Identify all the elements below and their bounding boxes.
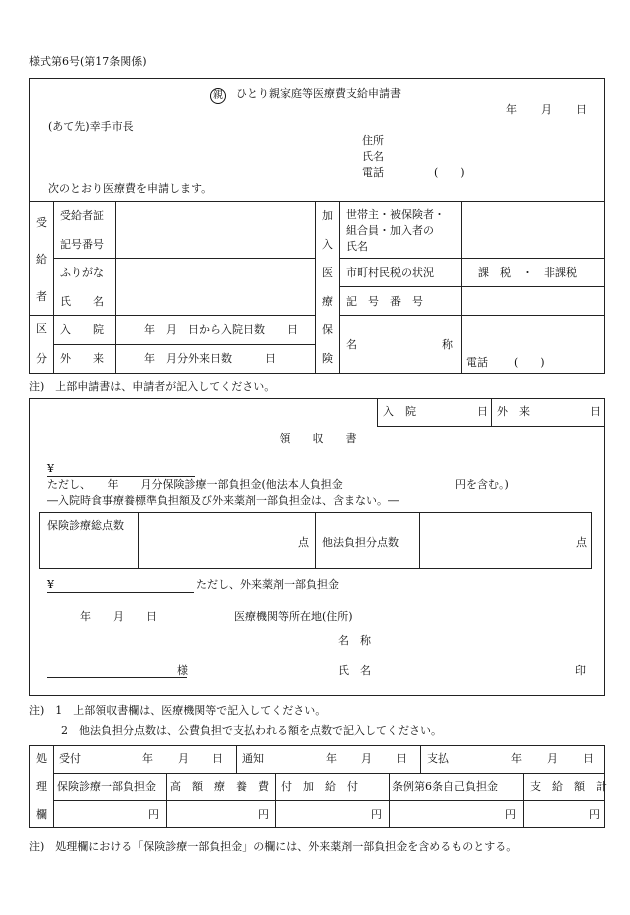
proviso-2: ―入院時食事療養標準負担額及び外来薬剤一部負担金は、含まない。―: [47, 494, 399, 507]
yen-2: 円: [258, 808, 269, 821]
sama-text: 様: [177, 664, 188, 677]
note-application: 注) 上部申請書は、申請者が記入してください。: [29, 380, 276, 393]
insurer-name-label-b: 称: [442, 338, 453, 351]
col-additional-benefit: 付 加 給 付: [281, 780, 358, 793]
receipt-inpatient-unit: 日: [477, 405, 488, 418]
notice-year: 年: [326, 752, 337, 765]
proviso-1-end: 円を含む。): [455, 478, 509, 491]
yen-mark-2: ¥: [47, 578, 54, 591]
recipient-side-1: 受: [36, 216, 47, 229]
payment-day: 日: [583, 752, 594, 765]
rule: [138, 512, 139, 569]
rule: [339, 258, 605, 259]
yen-4: 円: [505, 808, 516, 821]
rule: [275, 773, 276, 828]
rule: [389, 773, 390, 828]
yen-5: 円: [589, 808, 600, 821]
furigana-label: ふりがな: [60, 266, 104, 279]
other-points-unit: 点: [576, 536, 587, 549]
rule: [53, 201, 54, 374]
insurer-phone-label: 電話: [466, 356, 488, 369]
payment-month: 月: [547, 752, 558, 765]
holder-label-2: 組合員・加入者の: [346, 224, 434, 237]
rule: [315, 512, 316, 569]
col-total-payment: 支 給 額 計: [530, 780, 607, 793]
inpatient-text: 年 月 日から入院日数 日: [144, 323, 298, 336]
rule: [315, 201, 316, 374]
received-label: 受付: [59, 752, 81, 765]
rule: [339, 315, 605, 316]
yen-1: 円: [148, 808, 159, 821]
rule: [53, 258, 315, 259]
rule: [419, 512, 420, 569]
proviso-1: ただし、 年 月分保険診療一部負担金(他法本人負担金: [47, 478, 343, 491]
rule: [491, 398, 492, 426]
symbol-number-label: 記 号 番 号: [346, 295, 423, 308]
title-text: ひとり親家庭等医療費支給申請書: [236, 87, 401, 100]
rule: [377, 398, 378, 426]
total-points-unit: 点: [298, 536, 309, 549]
holder-label-1: 世帯主・被保険者・: [346, 208, 445, 221]
recipient-side-2: 給: [36, 253, 47, 266]
request-text: 次のとおり医療費を申請します。: [48, 182, 213, 195]
notice-label: 通知: [242, 752, 264, 765]
amount-underline-2: [47, 592, 194, 593]
processing-side-3: 欄: [36, 808, 47, 821]
receipt-inpatient-label: 入 院: [383, 405, 416, 418]
outpatient-text: 年 月分外来日数 日: [144, 352, 276, 365]
received-year: 年: [142, 752, 153, 765]
note-processing: 注) 処理欄における「保険診療一部負担金」の欄には、外来薬剤一部負担金を含めるものとする。: [29, 840, 518, 853]
insurance-side-4: 療: [322, 295, 333, 308]
applicant-phone-parens: ( ): [434, 166, 465, 179]
cert-label-1: 受給者証: [60, 209, 104, 222]
receipt-date: 年 月 日: [80, 610, 157, 623]
other-points-label: 他法負担分点数: [322, 536, 399, 549]
insurance-side-2: 入: [322, 238, 333, 251]
form-number: 様式第6号(第17条関係): [29, 55, 147, 68]
person-name-label: 氏 名: [338, 664, 371, 677]
rule: [420, 745, 421, 773]
outpatient-label: 外 来: [60, 352, 104, 365]
received-month: 月: [178, 752, 189, 765]
rule: [53, 344, 315, 345]
receipt-outpatient-label: 外 来: [497, 405, 530, 418]
rule: [339, 201, 340, 374]
payment-label: 支払: [427, 752, 449, 765]
rule: [53, 745, 54, 828]
processing-side-2: 理: [36, 780, 47, 793]
category-side-2: 分: [36, 352, 47, 365]
insurance-side-6: 険: [322, 352, 333, 365]
form-title: [210, 87, 401, 104]
header-year: 年: [506, 103, 517, 116]
received-day: 日: [212, 752, 223, 765]
category-side-1: 区: [36, 322, 47, 335]
rule: [461, 201, 462, 374]
facility-name-label: 名 称: [338, 634, 371, 647]
col-high-cost: 高 額 療 養 費: [170, 780, 269, 793]
proviso-3: ただし、外来薬剤一部負担金: [196, 578, 339, 591]
note-receipt-1: 注) 1 上部領収書欄は、医療機関等で記入してください。: [29, 704, 327, 717]
addressee: (あて先)幸手市長: [48, 120, 134, 133]
col-ordinance-copay: 条例第6条自己負担金: [392, 780, 498, 793]
applicant-name-label: 氏名: [362, 150, 384, 163]
applicant-phone-label: 電話: [362, 166, 384, 179]
yen-mark-1: ¥: [47, 462, 54, 475]
tax-status-value: 課 税 ・ 非課税: [478, 266, 577, 279]
rule: [166, 773, 167, 828]
header-day: 日: [576, 103, 587, 116]
amount-underline-1: [47, 476, 195, 477]
recipient-side-3: 者: [36, 290, 47, 303]
rule: [339, 286, 605, 287]
holder-label-3: 氏名: [346, 240, 368, 253]
seal-mark: 印: [575, 664, 586, 677]
rule: [115, 201, 116, 374]
cert-label-2: 記号番号: [60, 238, 104, 251]
rule: [29, 315, 315, 316]
insurance-side-1: 加: [322, 209, 333, 222]
receipt-title: 領 収 書: [279, 432, 357, 445]
title-mark-icon: 親: [210, 88, 226, 104]
rule: [377, 426, 605, 427]
recipient-name-label: 氏 名: [60, 295, 104, 308]
addressee-underline: [47, 677, 187, 678]
insurance-side-3: 医: [322, 266, 333, 279]
receipt-outpatient-unit: 日: [590, 405, 601, 418]
rule: [236, 745, 237, 773]
header-month: 月: [541, 103, 552, 116]
tax-status-label: 市町村民税の状況: [346, 266, 434, 279]
total-points-label: 保険診療総点数: [47, 519, 124, 532]
rule: [523, 773, 524, 828]
inpatient-label: 入 院: [60, 323, 104, 336]
yen-3: 円: [371, 808, 382, 821]
insurance-side-5: 保: [322, 323, 333, 336]
applicant-address-label: 住所: [362, 134, 384, 147]
processing-side-1: 処: [36, 752, 47, 765]
payment-year: 年: [511, 752, 522, 765]
insurer-name-label-a: 名: [346, 338, 357, 351]
location-label: 医療機関等所在地(住所): [234, 610, 353, 623]
col-insurance-copay: 保険診療一部負担金: [57, 780, 156, 793]
insurer-phone-parens: ( ): [514, 356, 545, 369]
notice-day: 日: [396, 752, 407, 765]
notice-month: 月: [361, 752, 372, 765]
note-receipt-2: 2 他法負担分点数は、公費負担で支払われる額を点数で記入してください。: [61, 724, 442, 737]
